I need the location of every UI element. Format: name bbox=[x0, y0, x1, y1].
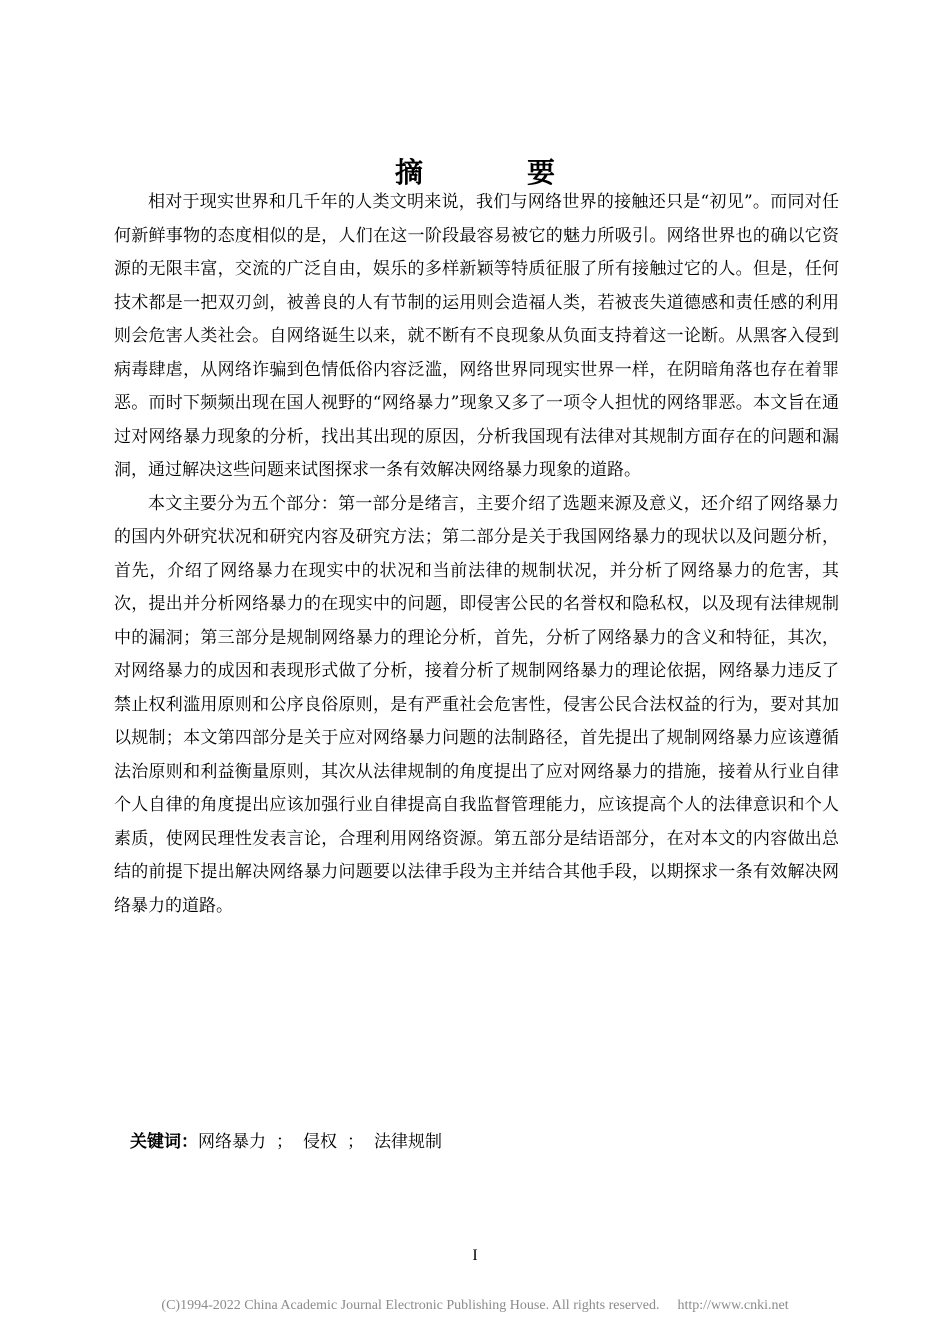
keyword-separator: ； bbox=[347, 1132, 364, 1152]
footer bbox=[0, 1296, 950, 1316]
keywords-line bbox=[130, 1127, 442, 1157]
page-title: 摘 要 bbox=[394, 155, 593, 189]
keyword-item: 侵权 bbox=[303, 1132, 337, 1152]
keyword-item: 网络暴力 bbox=[198, 1132, 266, 1152]
abstract-paragraph-1: 相对于现实世界和几千年的人类文明来说，我们与网络世界的接触还只是“初见”。而同对任何新鲜事物的态度相似的是，人们在这一阶段最容易被它的魅力所吸引。网络世界也的确以它资源的无限丰富，交流的广泛自由，娱乐的多样新颖等特质征服了所有接触过它的人。但是，任何技术都是一把双刃剑，被善良的人有节制的运用则会造福人类，若被丧失道德感和责任感的利用则会危害人类社会。自网络诞生以来，就不断有不良现象从负面支持着这一论断。从黑客入侵到病毒肆虐，从网络诈骗到色情低俗内容泛滥，网络世界同现实世界一样，在阴暗角落也存在着罪恶。而时下频频出现在国人视野的“网络暴力”现象又多了一项令人担忧的网络罪恶。本文旨在通过对网络暴力现象的分析，找出其出现的原因，分析我国现有法律对其规制方面存在的问题和漏洞，通过解决这些问题来试图探求一条有效解决网络暴力现象的道路。 bbox=[114, 192, 839, 480]
footer-copyright: (C)1994-2022 China Academic Journal Electronic Publishing House. All rights reserved. bbox=[161, 1298, 660, 1313]
abstract-body bbox=[114, 186, 839, 923]
keywords-label: 关键词： bbox=[130, 1132, 198, 1152]
footer-url[interactable]: http://www.cnki.net bbox=[677, 1298, 789, 1313]
keyword-separator: ； bbox=[276, 1132, 293, 1152]
abstract-paragraph-2: 本文主要分为五个部分：第一部分是绪言，主要介绍了选题来源及意义，还介绍了网络暴力的国内外研究状况和研究内容及研究方法；第二部分是关于我国网络暴力的现状以及问题分析，首先，介绍了网络暴力在现实中的状况和当前法律的规制状况，并分析了网络暴力的危害，其次，提出并分析网络暴力的在现实中的问题，即侵害公民的名誉权和隐私权，以及现有法律规制中的漏洞；第三部分是规制网络暴力的理论分析，首先，分析了网络暴力的含义和特征，其次，对网络暴力的成因和表现形式做了分析，接着分析了规制网络暴力的理论依据，网络暴力违反了禁止权利滥用原则和公序良俗原则，是有严重社会危害性，侵害公民合法权益的行为，要对其加以规制；本文第四部分是关于应对网络暴力问题的法制路径，首先提出了规制网络暴力应该遵循法治原则和利益衡量原则，其次从法律规制的角度提出了应对网络暴力的措施，接着从行业自律个人自律的角度提出应该加强行业自律提高自我监督管理能力，应该提高个人的法律意识和个人素质，使网民理性发表言论，合理利用网络资源。第五部分是结语部分，在对本文的内容做出总结的前提下提出解决网络暴力问题要以法律手段为主并结合其他手段，以期探求一条有效解决网络暴力的道路。 bbox=[114, 493, 839, 916]
keyword-item: 法律规制 bbox=[374, 1132, 442, 1152]
page-number: I bbox=[472, 1247, 478, 1264]
